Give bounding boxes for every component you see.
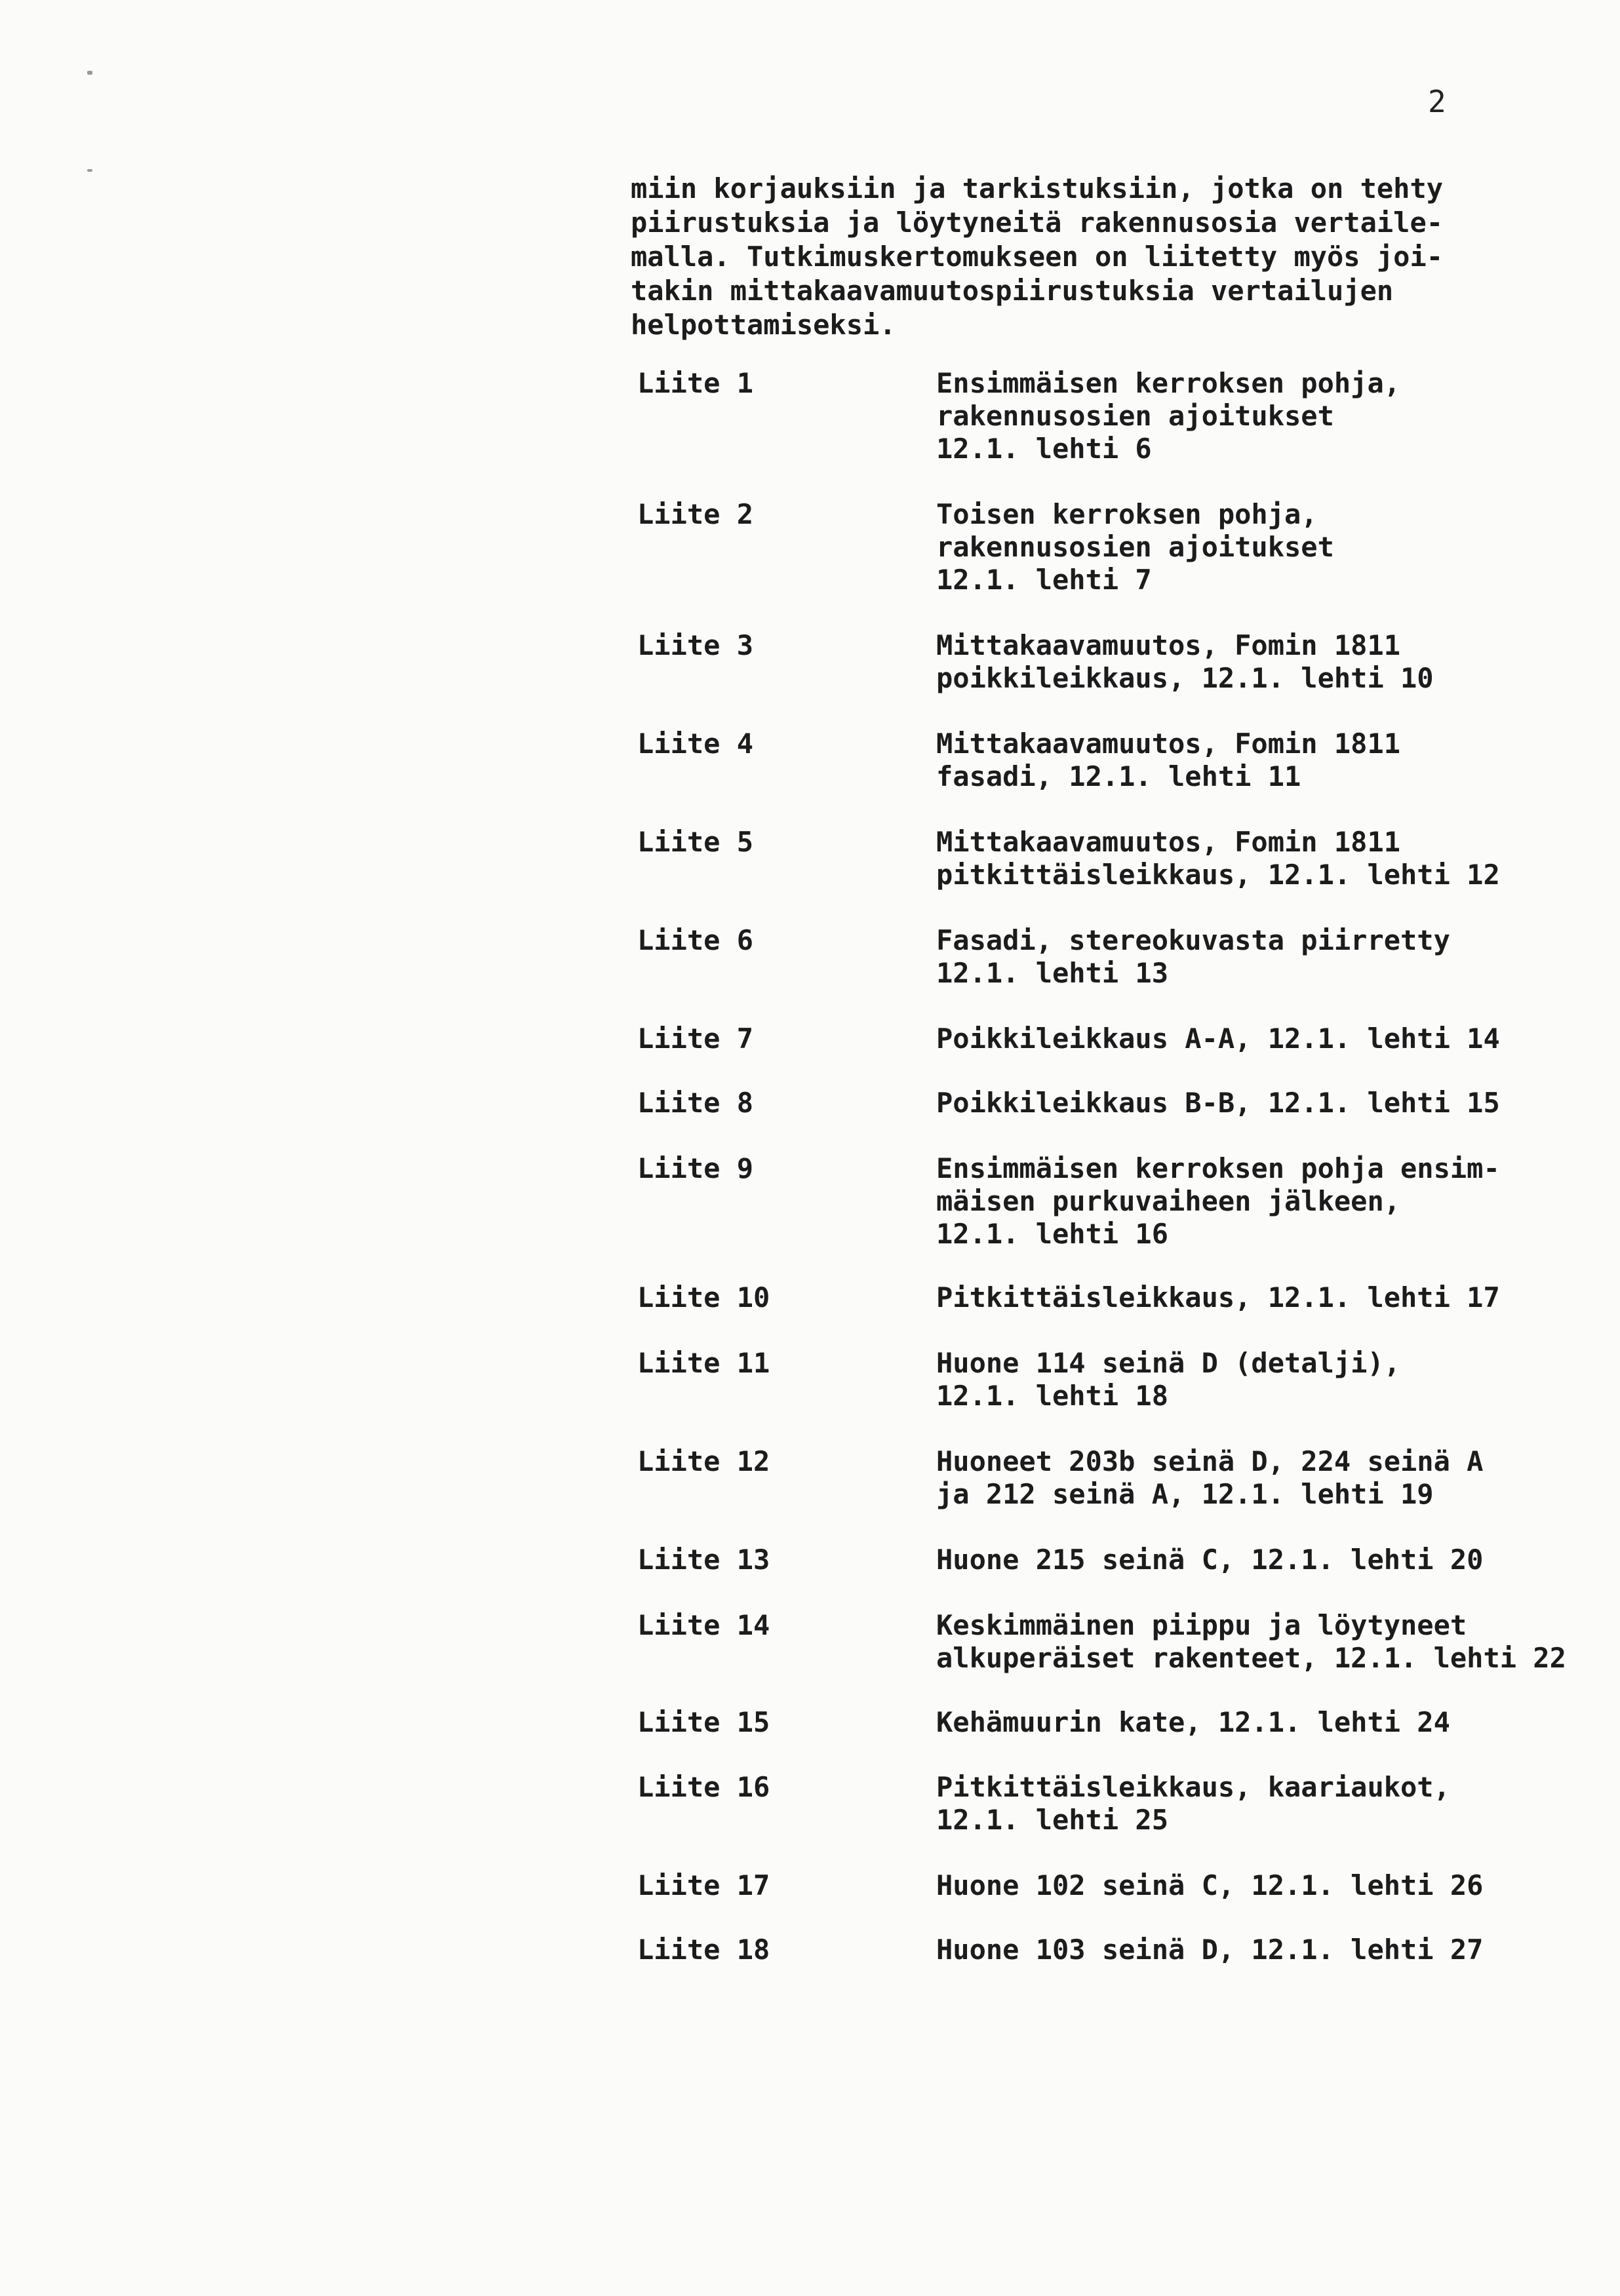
appendix-label: Liite 13 (637, 1544, 770, 1576)
appendix-description (936, 1445, 1618, 1511)
description-line: 12.1. lehti 6 (936, 433, 1152, 465)
appendix-description (936, 1347, 1618, 1412)
appendix-description (936, 1609, 1618, 1675)
description-line: Fasadi, stereokuvasta piirretty (936, 924, 1450, 956)
appendix-description (936, 1087, 1618, 1119)
description-line: Huoneet 203b seinä D, 224 seinä A (936, 1445, 1484, 1477)
description-line: 12.1. lehti 16 (936, 1218, 1169, 1250)
description-line: Huone 103 seinä D, 12.1. lehti 27 (936, 1934, 1484, 1966)
appendix-label: Liite 17 (637, 1869, 770, 1901)
appendix-label: Liite 16 (637, 1771, 770, 1803)
description-line: Poikkileikkaus A-A, 12.1. lehti 14 (936, 1022, 1500, 1055)
page-number: 2 (1428, 84, 1446, 119)
appendix-description (936, 1544, 1618, 1576)
description-line: pitkittäisleikkaus, 12.1. lehti 12 (936, 859, 1500, 891)
description-line: Keskimmäinen piippu ja löytyneet (936, 1609, 1467, 1641)
appendix-label: Liite 9 (637, 1152, 754, 1184)
appendix-description (936, 498, 1618, 596)
description-line: fasadi, 12.1. lehti 11 (936, 760, 1301, 792)
appendix-description (936, 1934, 1618, 1966)
appendix-label: Liite 3 (637, 629, 754, 661)
description-line: Huone 102 seinä C, 12.1. lehti 26 (936, 1869, 1484, 1901)
appendix-label: Liite 1 (637, 367, 754, 399)
description-line: Pitkittäisleikkaus, kaariaukot, (936, 1771, 1450, 1803)
appendix-description (936, 367, 1618, 465)
description-line: Ensimmäisen kerroksen pohja, (936, 367, 1401, 399)
intro-line: piirustuksia ja löytyneitä rakennusosia vertaile- (631, 206, 1444, 239)
description-line: alkuperäiset rakenteet, 12.1. lehti 22 (936, 1642, 1566, 1674)
intro-line: helpottamiseksi. (631, 309, 896, 341)
appendix-label: Liite 12 (637, 1445, 770, 1477)
description-line: ja 212 seinä A, 12.1. lehti 19 (936, 1478, 1434, 1510)
description-line: Poikkileikkaus B-B, 12.1. lehti 15 (936, 1087, 1500, 1119)
appendix-description (936, 1706, 1618, 1739)
appendix-description (936, 1022, 1618, 1055)
appendix-label: Liite 5 (637, 826, 754, 858)
description-line: rakennusosien ajoitukset (936, 531, 1334, 563)
description-line: Huone 215 seinä C, 12.1. lehti 20 (936, 1544, 1484, 1576)
appendix-label: Liite 7 (637, 1022, 754, 1055)
description-line: Mittakaavamuutos, Fomin 1811 (936, 629, 1401, 661)
description-line: 12.1. lehti 7 (936, 564, 1152, 596)
intro-line: takin mittakaavamuutospiirustuksia vertailujen (631, 275, 1394, 307)
appendix-label: Liite 10 (637, 1281, 770, 1313)
appendix-description (936, 826, 1618, 891)
description-line: Huone 114 seinä D (detalji), (936, 1347, 1401, 1379)
appendix-description (936, 629, 1618, 695)
description-line: Kehämuurin kate, 12.1. lehti 24 (936, 1706, 1450, 1738)
appendix-description (936, 924, 1618, 990)
intro-line: miin korjauksiin ja tarkistuksiin, jotka on tehty (631, 172, 1444, 204)
description-line: rakennusosien ajoitukset (936, 400, 1334, 432)
appendix-label: Liite 8 (637, 1087, 754, 1119)
appendix-label: Liite 4 (637, 728, 754, 760)
appendix-label: Liite 6 (637, 924, 754, 956)
description-line: Toisen kerroksen pohja, (936, 498, 1318, 530)
description-line: 12.1. lehti 13 (936, 957, 1169, 989)
appendix-label: Liite 15 (637, 1706, 770, 1738)
description-line: 12.1. lehti 25 (936, 1804, 1169, 1836)
description-line: Mittakaavamuutos, Fomin 1811 (936, 728, 1401, 760)
description-line: 12.1. lehti 18 (936, 1380, 1169, 1412)
description-line: poikkileikkaus, 12.1. lehti 10 (936, 662, 1434, 694)
appendix-description (936, 1771, 1618, 1837)
intro-line: malla. Tutkimuskertomukseen on liitetty myös joi- (631, 241, 1444, 273)
appendix-label: Liite 14 (637, 1609, 770, 1641)
appendix-description (936, 728, 1618, 793)
appendix-label: Liite 18 (637, 1934, 770, 1966)
appendix-description (936, 1869, 1618, 1902)
appendix-description (936, 1152, 1618, 1251)
appendix-label: Liite 11 (637, 1347, 770, 1379)
description-line: Mittakaavamuutos, Fomin 1811 (936, 826, 1401, 858)
description-line: Ensimmäisen kerroksen pohja ensim- (936, 1152, 1500, 1184)
appendix-label: Liite 2 (637, 498, 754, 530)
description-line: Pitkittäisleikkaus, 12.1. lehti 17 (936, 1281, 1500, 1313)
description-line: mäisen purkuvaiheen jälkeen, (936, 1185, 1401, 1217)
appendix-description (936, 1281, 1618, 1314)
